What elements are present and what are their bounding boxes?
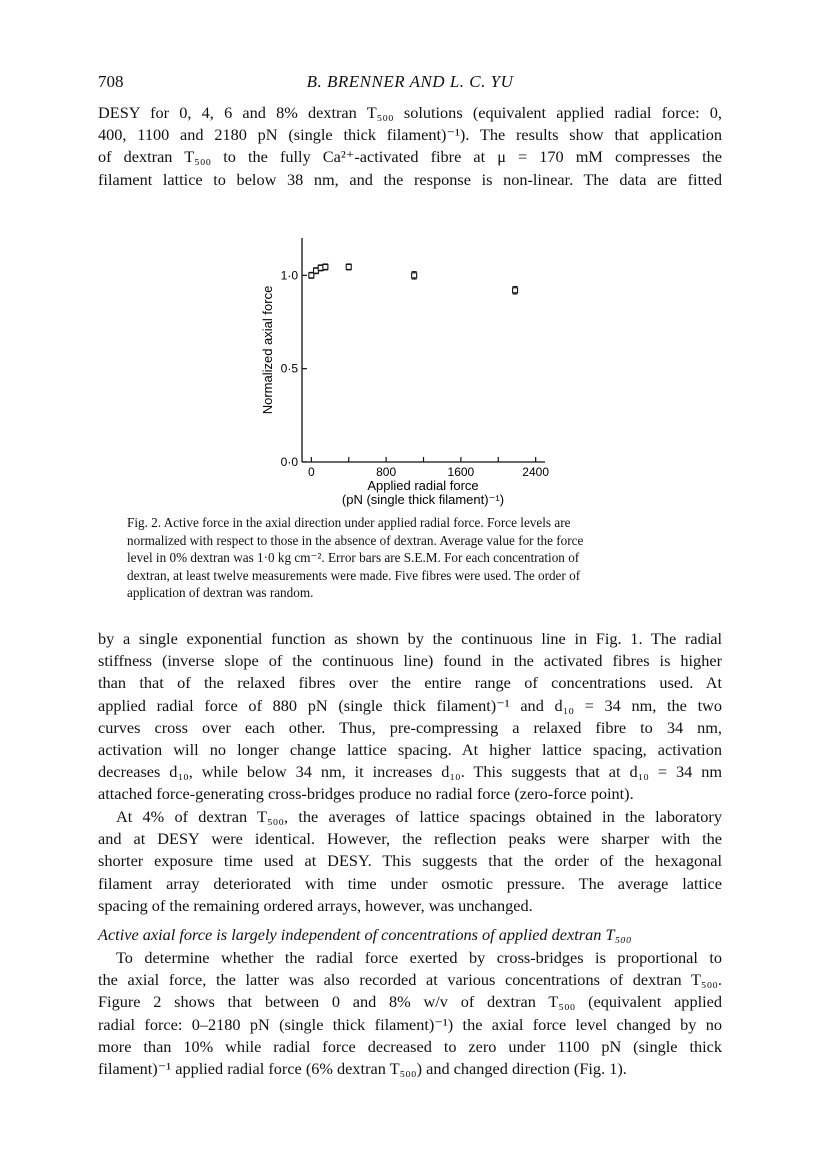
text-line: stiffness (inverse slope of the continuous line) found in the activated fibres is higher: [98, 651, 722, 671]
text-line: attached force-generating cross-bridges produce no radial force (zero-force point).: [98, 784, 634, 804]
section-heading: Active axial force is largely independent of concentrations of applied dextran T₅₀₀: [98, 925, 632, 944]
chart-axes: [302, 238, 545, 462]
text-line: filament lattice to below 38 nm, and the response is non-linear. The data are fitted: [98, 169, 722, 189]
text-line: filament array deteriorated with time under osmotic pressure. The average lattice: [98, 873, 722, 893]
caption-line: application of dextran was random.: [127, 585, 314, 601]
figure-caption: [127, 514, 723, 602]
caption-line: normalized with respect to those in the absence of dextran. Average value for the force: [127, 532, 584, 548]
caption-line: dextran, at least twelve measurements were made. Five fibres were used. The order of: [127, 567, 581, 583]
x-axis-label-line2: (pN (single thick filament)⁻¹): [341, 492, 505, 507]
text-line: shorter exposure time used at DESY. This suggests that the order of the hexagonal: [98, 851, 722, 871]
data-point: [412, 272, 417, 279]
data-point: [323, 264, 328, 270]
y-tick-label: 1·0: [280, 268, 298, 283]
caption-line: level in 0% dextran was 1·0 kg cm⁻². Error bars are S.E.M. For each concentration of: [127, 550, 580, 566]
text-line: of dextran T₅₀₀ to the fully Ca²⁺-activated fibre at μ = 170 mM compresses the: [98, 147, 722, 167]
figure-2-chart: [240, 228, 570, 508]
chart-ticks: [281, 268, 550, 479]
text-line: more than 10% while radial force decreased to zero under 1100 pN (single thick: [98, 1036, 722, 1056]
text-line: At 4% of dextran T₅₀₀, the averages of lattice spacings obtained in the laboratory: [116, 807, 722, 826]
text-line: decreases d₁₀, while below 34 nm, it increases d₁₀. This suggests that at d₁₀ = 34 nm: [98, 762, 722, 782]
point-marker: [346, 264, 351, 269]
data-point: [346, 264, 351, 270]
x-tick-label: 1600: [447, 465, 475, 479]
text-line: activation will no longer change lattice spacing. At higher lattice spacing, activation: [98, 740, 722, 760]
text-line: by a single exponential function as shown by the continuous line in Fig. 1. The radial: [98, 629, 722, 648]
text-line: than that of the relaxed fibres over the entire range of concentrations used. At: [98, 673, 722, 693]
point-marker: [513, 288, 518, 293]
text-line: DESY for 0, 4, 6 and 8% dextran T₅₀₀ solutions (equivalent applied radial force: 0,: [98, 103, 722, 122]
text-line: Figure 2 shows that between 0 and 8% w/v of dextran T₅₀₀ (equivalent applied: [98, 992, 722, 1012]
running-title: B. BRENNER AND L. C. YU: [306, 72, 514, 91]
middle-paragraph: [98, 628, 722, 806]
text-line: radial force: 0–2180 pN (single thick filament)⁻¹) the axial force level changed by no: [98, 1014, 722, 1034]
y-tick-label: 0·0: [280, 455, 298, 469]
y-axis-label: Normalized axial force: [260, 285, 275, 415]
x-tick-label: 0: [308, 465, 315, 479]
text-line: applied radial force of 880 pN (single thick filament)⁻¹ and d₁₀ = 34 nm, the two: [98, 695, 722, 715]
top-paragraph: [98, 102, 722, 191]
text-line: 400, 1100 and 2180 pN (single thick filament)⁻¹). The results show that application: [98, 125, 722, 145]
chart-points: [309, 264, 518, 294]
text-line: curves cross over each other. Thus, pre-compressing a relaxed fibre to 34 nm,: [98, 717, 722, 737]
x-tick-label: 800: [376, 465, 397, 479]
page-header: [98, 72, 722, 96]
data-point: [513, 287, 518, 294]
point-marker: [323, 264, 328, 269]
x-tick-label: 2400: [522, 465, 550, 479]
text-line: To determine whether the radial force exerted by cross-bridges is proportional to: [116, 948, 722, 967]
third-paragraph: [98, 806, 722, 917]
y-tick-label: 0·5: [280, 361, 298, 376]
text-line: the axial force, the latter was also recorded at various concentrations of dextran T₅₀₀.: [98, 970, 722, 990]
point-marker: [412, 273, 417, 278]
text-line: filament)⁻¹ applied radial force (6% dextran T₅₀₀) and changed direction (Fig. 1).: [98, 1059, 627, 1079]
caption-line: Fig. 2. Active force in the axial direction under applied radial force. Force levels are: [127, 515, 571, 530]
text-line: and at DESY were identical. However, the reflection peaks were sharper with the: [98, 829, 722, 849]
text-line: spacing of the remaining ordered arrays, however, was unchanged.: [98, 895, 533, 915]
final-paragraph: [98, 947, 722, 1080]
x-axis-label-line1: Applied radial force: [367, 478, 479, 493]
page-number: 708: [98, 72, 124, 91]
